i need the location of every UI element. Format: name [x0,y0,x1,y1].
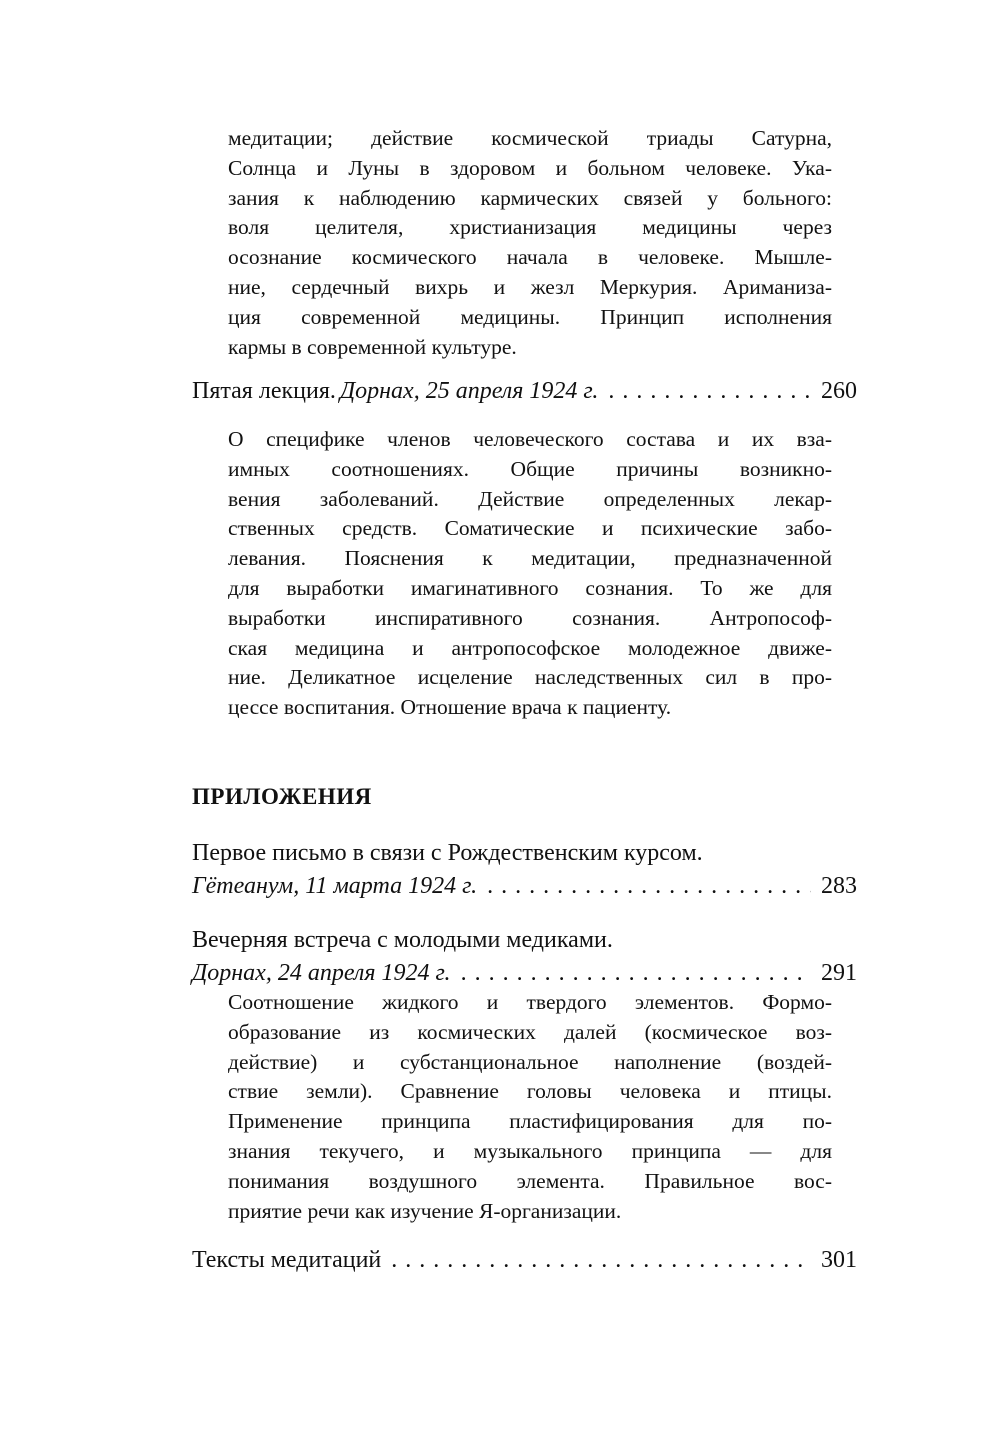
entry-page-number: 301 [821,1247,857,1273]
entry-title: Первое письмо в связи с Рождественским курсом. [192,840,703,866]
toc-entry-meditations [192,1245,857,1276]
summary-line: осознание космического начала в человеке. Мышле- [228,245,832,270]
toc-entry-first-letter [192,838,857,902]
lecture-5-summary [228,425,832,723]
summary-line: О специфике членов человеческого состава и их вза- [228,427,832,451]
toc-entry-evening-meeting [192,925,857,989]
summary-line: ственных средств. Соматические и психические забо- [228,516,832,541]
entry-place-date: Гётеанум, 11 марта 1924 г. [192,873,478,899]
entry-place-date: Дорнах, 25 апреля 1924 г. [339,378,599,404]
entry-page-number: 283 [821,873,857,899]
summary-line: воля целителя, христианизация медицины через [228,215,832,240]
leader-dots [487,871,811,902]
entry-page-number: 260 [821,378,857,404]
summary-line: ние. Деликатное исцеление наследственных сил в про- [228,665,832,690]
summary-line: образование из космических далей (космическое воз- [228,1019,832,1044]
summary-line: выработки инспиративного сознания. Антропософ- [228,605,832,630]
summary-line: знания текучего, и музыкального принципа — для [228,1138,832,1163]
summary-line: ция современной медицины. Принцип исполнения [228,304,832,329]
summary-line: ние, сердечный вихрь и жезл Меркурия. Ариманиза- [228,274,832,299]
summary-line: понимания воздушного элемента. Правильное вос- [228,1168,832,1193]
toc-entry-lecture-5 [192,376,857,407]
summary-line: кармы в современной культуре. [228,334,517,359]
summary-line: Соотношение жидкого и твердого элементов. Формо- [228,990,832,1014]
summary-line: действие) и субстанциональное наполнение (воздей- [228,1049,832,1074]
entry-title: Пятая лекция. [192,378,336,404]
summary-line: ствие земли). Сравнение головы человека и птицы. [228,1079,832,1104]
previous-lecture-summary [228,124,832,362]
appendix-heading: ПРИЛОЖЕНИЯ [192,784,372,809]
summary-line: приятие речи как изучение Я-организации. [228,1198,622,1223]
summary-line: имных соотношениях. Общие причины возникно- [228,456,832,481]
entry-page-number: 291 [821,960,857,986]
summary-line: цессе воспитания. Отношение врача к пациенту. [228,695,672,720]
summary-line: зания к наблюдению кармических связей у больного: [228,185,832,210]
evening-meeting-summary [228,988,832,1226]
summary-line: медитации; действие космической триады Сатурна, [228,126,832,150]
leader-dots [461,958,811,989]
entry-title: Вечерняя встреча с молодыми медиками. [192,927,613,953]
entry-place-date: Дорнах, 24 апреля 1924 г. [192,960,451,986]
leader-dots [391,1245,811,1276]
summary-line: Солнца и Луны в здоровом и больном человеке. Ука- [228,155,832,180]
summary-line: Применение принципа пластифицирования для по- [228,1109,832,1134]
entry-title: Тексты медитаций [192,1247,382,1273]
summary-line: левания. Пояснения к медитации, предназначенной [228,546,832,571]
summary-line: вения заболеваний. Действие определенных лекар- [228,486,832,511]
leader-dots [608,376,811,407]
summary-line: ская медицина и антропософское молодежное движе- [228,635,832,660]
summary-line: для выработки имагинативного сознания. То же для [228,575,832,600]
